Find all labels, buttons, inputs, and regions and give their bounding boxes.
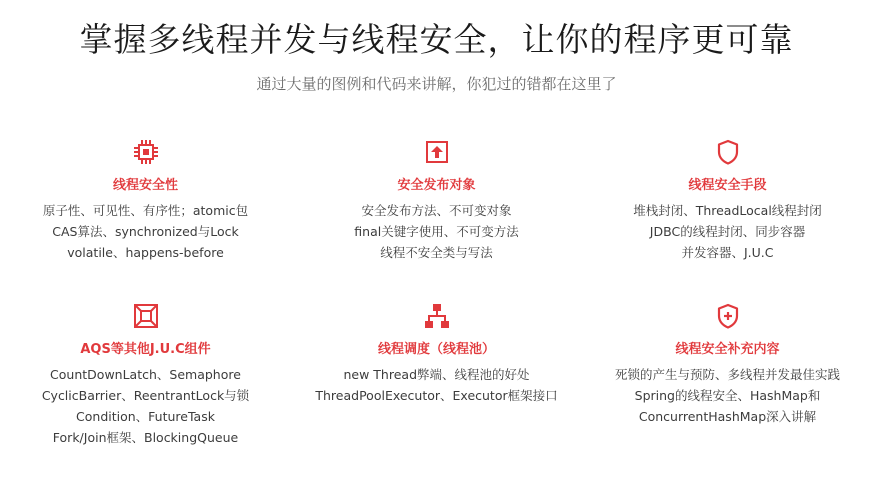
feature-line: CountDownLatch、Semaphore [50,367,241,382]
feature-line: ThreadPoolExecutor、Executor框架接口 [315,388,558,403]
page-title: 掌握多线程并发与线程安全，让你的程序更可靠 [79,20,794,59]
shield-icon [714,138,742,166]
feature-line: CAS算法、synchronized与Lock [52,224,239,239]
feature-supplement [582,302,873,427]
feature-line: Condition、FutureTask [76,409,215,424]
feature-line: 堆栈封闭、ThreadLocal线程封闭 [633,203,822,218]
feature-title: 安全发布对象 [397,178,476,193]
feature-title: 线程安全手段 [688,178,767,193]
feature-aqs-juc [0,302,291,448]
feature-line: 并发容器、J.U.C [681,245,774,260]
chip-icon [132,138,160,166]
shield-plus-icon [714,302,742,330]
feature-line: ConcurrentHashMap深入讲解 [638,409,817,424]
upload-icon [423,138,451,166]
feature-thread-safety [0,138,291,263]
feature-line: volatile、happens-before [67,245,224,260]
feature-safety-means [582,138,873,263]
feature-title: 线程安全补充内容 [675,342,780,357]
feature-title: AQS等其他J.U.C组件 [80,342,211,357]
feature-line: JDBC的线程封闭、同步容器 [649,224,806,239]
feature-line: Spring的线程安全、HashMap和 [634,388,821,403]
box-frame-icon [132,302,160,330]
feature-line: 线程不安全类与写法 [380,245,493,260]
feature-line: 安全发布方法、不可变对象 [361,203,512,218]
feature-line: final关键字使用、不可变方法 [354,224,519,239]
feature-line: 原子性、可见性、有序性；atomic包 [42,203,249,218]
feature-line: new Thread弊端、线程池的好处 [343,367,530,382]
feature-title: 线程安全性 [112,178,178,193]
feature-thread-pool [291,302,582,406]
feature-safe-publication [291,138,582,263]
hierarchy-icon [423,302,451,330]
feature-line: CyclicBarrier、ReentrantLock与锁 [41,388,250,403]
page-subtitle: 通过大量的图例和代码来讲解，你犯过的错都在这里了 [256,75,617,93]
feature-line: 死锁的产生与预防、多线程并发最佳实践 [614,367,840,382]
feature-line: Fork/Join框架、BlockingQueue [52,430,239,445]
feature-title: 线程调度（线程池） [377,342,495,357]
